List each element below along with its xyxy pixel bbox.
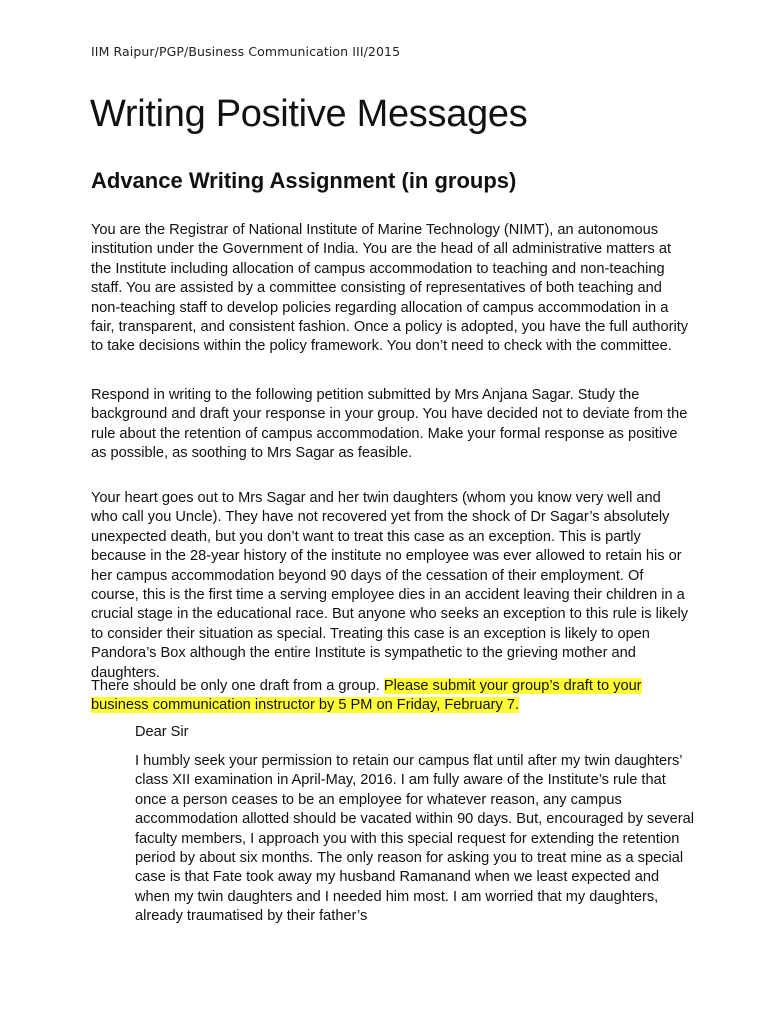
document-subtitle: Advance Writing Assignment (in groups) <box>91 168 517 193</box>
paragraph-background: Your heart goes out to Mrs Sagar and her twin daughters (whom you know very well and who call you Uncle). They have not recovered yet from the shock of Dr Sagar’s absolutely unexpected death, but you don’t want to treat this case as an exception. This is partly because in the 28-year history of the institute no employee was ever allowed to retain his or her campus accommodation beyond 90 days of the cessation of their employment. Of course, this is the first time a serving employee dies in an accident leaving their children in a crucial stage in the educational race. But anyone who seeks an exception to this rule is likely to consider their situation as special. Treating this case is an exception is likely to open Pandora’s Box although the entire Institute is sympathetic to the grieving mother and daughters. <box>91 490 689 681</box>
letter-salutation: Dear Sir <box>135 724 189 740</box>
paragraph-instructions: Respond in writing to the following petition submitted by Mrs Anjana Sagar. Study the background and draft your response in your group. You have decided not to deviate from the rule about the retention of campus accommodation. Make your formal response as positive as possible, as soothing to Mrs Sagar as feasible. <box>91 387 688 462</box>
paragraph-scenario: You are the Registrar of National Institute of Marine Technology (NIMT), an autonomous institution under the Government of India. You are the head of all administrative matters at the Institute including allocation of campus accommodation to teaching and non-teaching staff. You are assisted by a committee consisting of representatives of both teaching and non-teaching staff to develop policies regarding allocation of campus accommodation in a fair, transparent, and consistent fashion. Once a policy is adopted, you have the full authority to take decisions within the policy framework. You don’t need to check with the committee. <box>91 222 689 355</box>
document-title: Writing Positive Messages <box>90 93 528 135</box>
paragraph-submission <box>91 677 691 716</box>
highlighted-deadline: Please submit your group’s draft to your business communication instructor by 5 PM on Friday, February 7. <box>91 678 642 714</box>
letter-body: I humbly seek your permission to retain our campus flat until after my twin daughters’ class XII examination in April-May, 2016. I am fully aware of the Institute’s rule that once a person ceases to be an employee for whatever reason, any campus accommodation allotted should be vacated within 90 days. But, encouraged by several faculty members, I approach you with this special request for extending the retention period by about six months. The only reason for asking you to treat mine as a special case is that Fate took away my husband Ramanand when we least expected and when my twin daughters and I needed him most. I am worried that my daughters, already traumatised by their father’s <box>135 753 694 925</box>
running-header: IIM Raipur/PGP/Business Communication III/2015 <box>91 44 401 59</box>
submission-note: There should be only one draft from a group. <box>91 678 384 694</box>
